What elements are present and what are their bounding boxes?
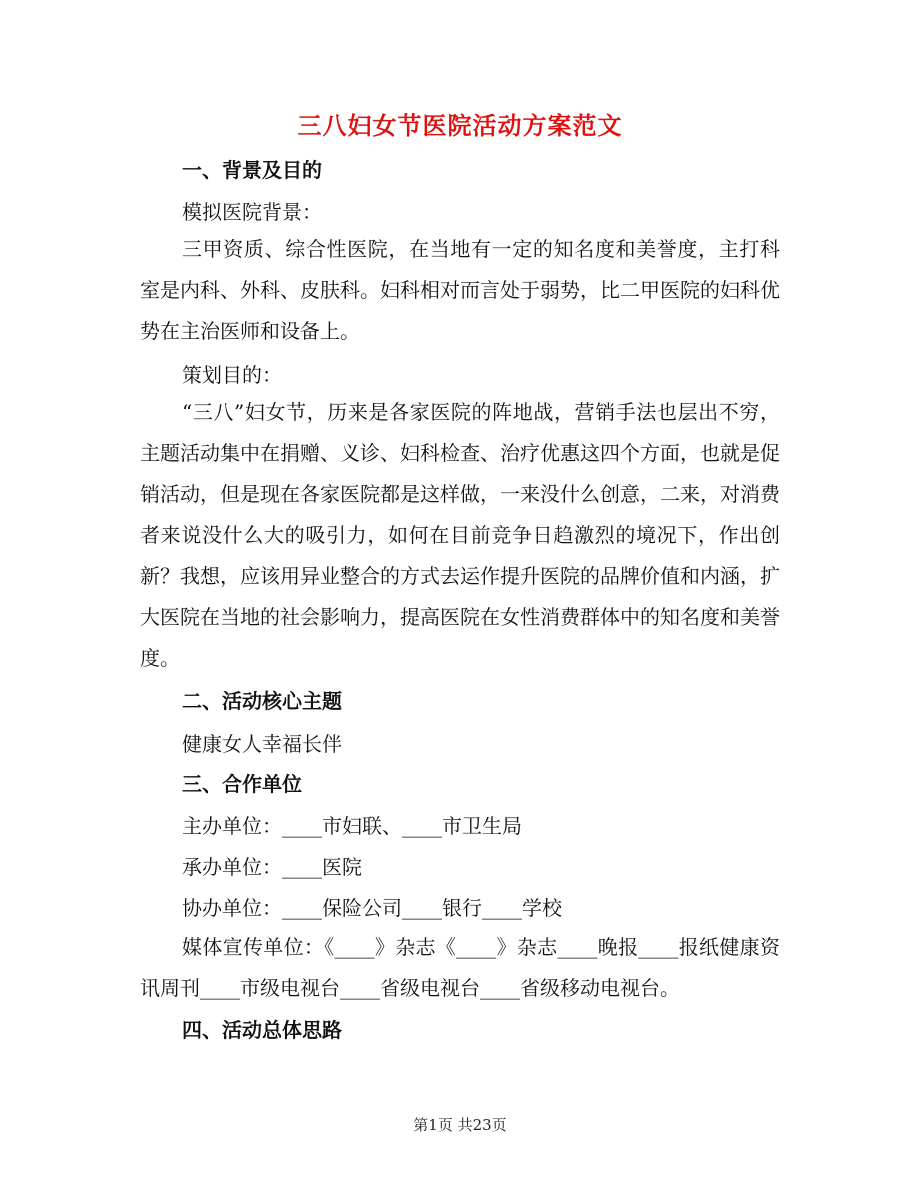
sim-background-paragraph: 三甲资质、综合性医院，在当地有一定的知名度和美誉度，主打科室是内科、外科、皮肤科。妇科相对而言处于弱势，比二甲医院的妇科优势在主治医师和设备上。 bbox=[140, 237, 780, 343]
sim-background-label: 模拟医院背景： bbox=[182, 200, 322, 224]
theme-text: 健康女人幸福长伴 bbox=[182, 732, 342, 756]
purpose-paragraph: “三八”妇女节，历来是各家医院的阵地战，营销手法也层出不穷，主题活动集中在捐赠、义诊、妇科检查、治疗优惠这四个方面，也就是促销活动，但是现在各家医院都是这样做，一来没什么创意，二来，对消费者来说没什么大的吸引力，如何在目前竞争日趋激烈的境况下，作出创新？我想，应该用异业整合的方式去运作提升医院的品牌价值和内涵，扩大医院在当地的社会影响力，提高医院在女性消费群体中的知名度和美誉度。 bbox=[140, 400, 780, 670]
section-heading-theme: 二、活动核心主题 bbox=[182, 689, 342, 713]
undertaker-line: 承办单位：____医院 bbox=[182, 855, 362, 879]
section-heading-approach: 四、活动总体思路 bbox=[182, 1018, 342, 1042]
co-organizer-line: 协办单位：____保险公司____银行____学校 bbox=[182, 896, 562, 920]
organizer-line: 主办单位：____市妇联、____市卫生局 bbox=[182, 814, 522, 838]
document-title: 三八妇女节医院活动方案范文 bbox=[297, 111, 623, 140]
section-heading-background: 一、背景及目的 bbox=[182, 158, 322, 182]
page-indicator: 第1页 共23页 bbox=[413, 1116, 507, 1134]
media-paragraph: 媒体宣传单位：《____》杂志《____》杂志____晚报____报纸健康资讯周刊____市级电视台____省级电视台____省级移动电视台。 bbox=[140, 935, 780, 1000]
section-heading-partners: 三、合作单位 bbox=[182, 772, 302, 796]
purpose-label: 策划目的： bbox=[182, 363, 282, 387]
